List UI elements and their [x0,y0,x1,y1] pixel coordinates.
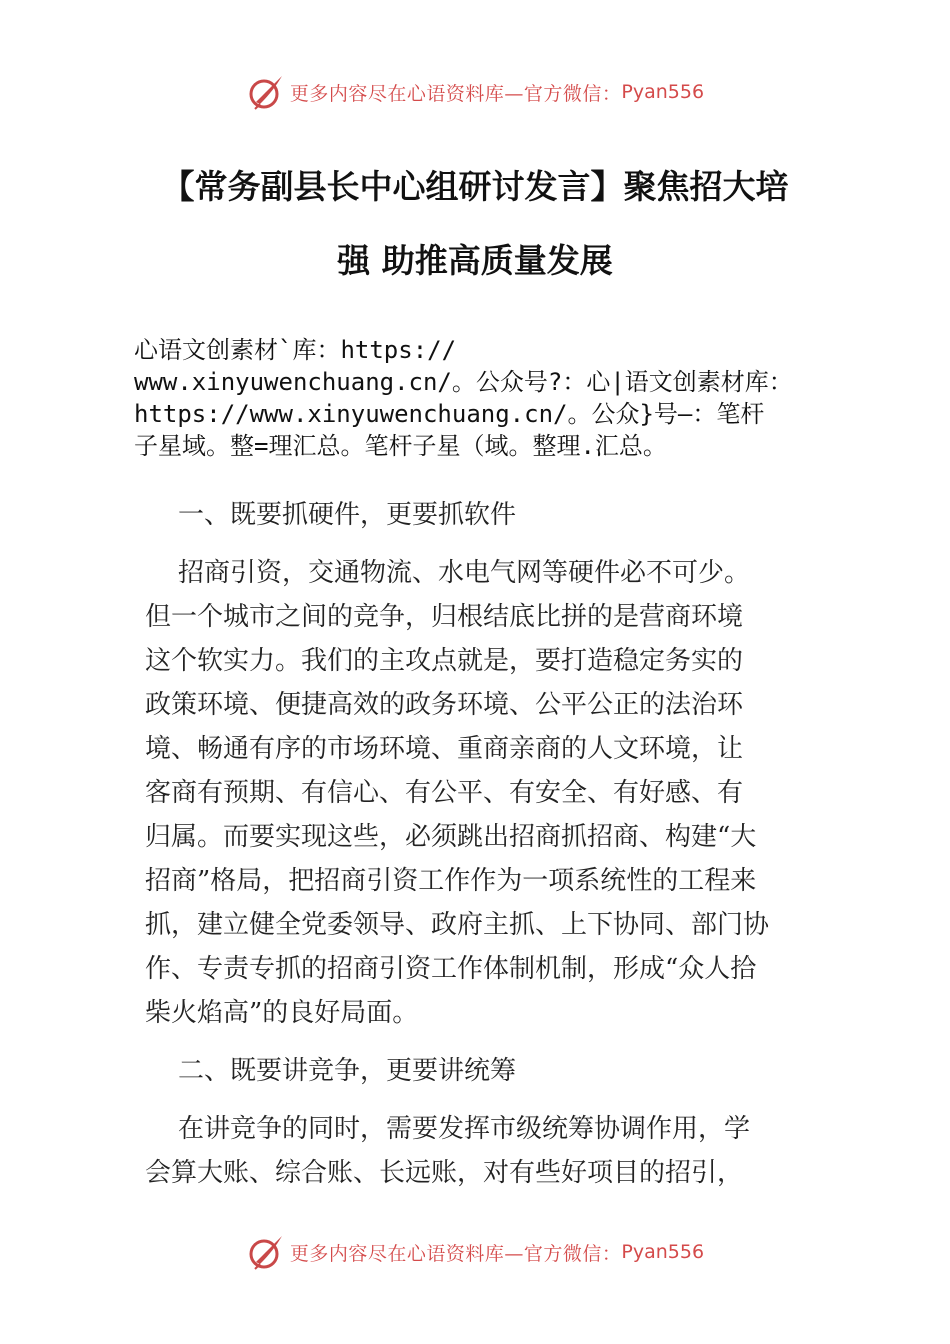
paragraph-line: 境、畅通有序的市场环境、重商亲商的人文环境，让 [145,734,744,764]
watermark-wechat-id: Pyan556 [621,1241,705,1263]
paragraph-line: 会算大账、综合账、长远账，对有些好项目的招引， [145,1158,744,1188]
paragraph-line: 柴火焰高”的良好局面。 [145,998,419,1028]
paragraph-line: 政策环境、便捷高效的政务环境、公平公正的法治环 [145,690,744,720]
source-line: 心语文创素材`库：https:// [134,336,457,364]
paragraph-line: 归属。而要实现这些，必须跳出招商抓招商、构建“大 [145,822,757,852]
paragraph-line: 招商”格局，把招商引资工作作为一项系统性的工程来 [145,866,757,896]
paragraph-line: 抓，建立健全党委领导、政府主抓、上下协同、部门协 [145,910,770,940]
section-heading: 一、既要抓硬件，更要抓软件 [178,500,517,530]
paragraph-line: 客商有预期、有信心、有公平、有安全、有好感、有 [145,778,744,808]
quill-pen-logo-icon [246,72,286,112]
watermark-wechat-id: Pyan556 [621,81,705,103]
watermark-site-text: 更多内容尽在心语资料库—官方微信： [289,1242,622,1265]
paragraph-line: 招商引资，交通物流、水电气网等硬件必不可少。 [178,558,751,588]
paragraph-line: 但一个城市之间的竞争，归根结底比拼的是营商环境 [145,602,744,632]
source-line: 子星域。整=理汇总。笔杆子星（域。整理.汇总。 [134,432,667,460]
paragraph-line: 这个软实力。我们的主攻点就是，要打造稳定务实的 [145,646,744,676]
document-title [120,150,830,298]
quill-pen-logo-icon [246,1232,286,1272]
source-line: https://www.xinyuwenchuang.cn/。公众}号—：笔杆 [134,400,765,428]
section2-paragraph [145,1107,813,1195]
source-note [134,334,834,462]
footer-watermark [0,1230,950,1274]
title-line: 【常务副县长中心组研讨发言】聚焦招大培 [161,167,789,206]
document-body [145,493,813,1195]
watermark-site-text: 更多内容尽在心语资料库—官方微信： [289,82,622,105]
paragraph-line: 作、专责专抓的招商引资工作体制机制，形成“众人拾 [145,954,757,984]
section1-paragraph [145,551,813,1035]
section-heading: 二、既要讲竞争，更要讲统筹 [178,1056,517,1086]
source-line: www.xinyuwenchuang.cn/。公众号?：心|语文创素材库： [134,368,793,396]
header-watermark [0,70,950,114]
title-line: 强 助推高质量发展 [337,241,613,280]
paragraph-line: 在讲竞争的同时，需要发挥市级统筹协调作用，学 [178,1114,751,1144]
